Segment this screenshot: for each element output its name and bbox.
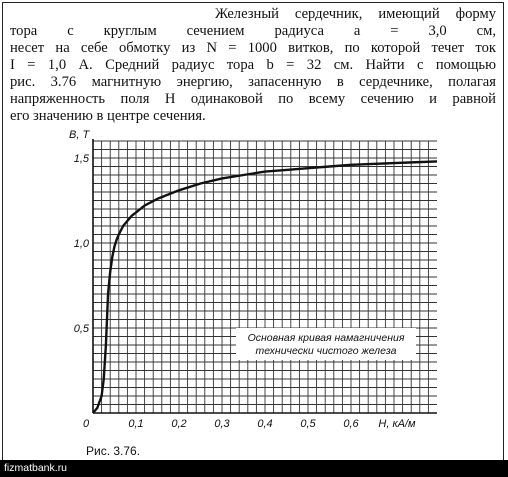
- annotation-line: Основная кривая намагничения: [247, 332, 405, 344]
- footer-bar: [0, 460, 508, 477]
- x-tick-label: 0,6: [343, 418, 359, 430]
- watermark: fizmatbank.ru: [4, 462, 68, 474]
- annotation-line: технически чистого железа: [255, 345, 397, 357]
- problem-line: тора с круглым сечением радиуса a = 3,0 см,: [10, 23, 496, 39]
- x-axis-label: H, кА/м: [378, 418, 416, 430]
- chart-grid: [93, 141, 437, 413]
- problem-line: рис. 3.76 магнитную энергию, запасенную в сердечнике, полагая: [10, 74, 496, 90]
- chart-annotation: [236, 328, 416, 360]
- y-tick-label: 0,5: [73, 323, 89, 335]
- x-tick-label: 0,1: [128, 418, 144, 430]
- problem-line: I = 1,0 А. Средний радиус тора b = 32 см. Найти с помощью: [10, 57, 496, 73]
- problem-line: его значению в центре сечения.: [10, 108, 206, 124]
- y-tick-label: 1,0: [73, 238, 89, 250]
- figure-caption: Рис. 3.76.: [86, 444, 141, 458]
- problem-line: Железный сердечник, имеющий форму: [215, 6, 496, 22]
- y-tick-label: 1,5: [73, 153, 89, 165]
- problem-line: напряженность поля H одинаковой по всему сечению и равной: [10, 91, 496, 107]
- x-tick-label: 0: [82, 418, 90, 430]
- x-tick-label: 0,3: [214, 418, 230, 430]
- y-axis-label: B, Т: [69, 129, 90, 141]
- problem-line: несет на себе обмотку из N = 1000 витков, по которой течет ток: [10, 40, 496, 56]
- x-tick-label: 0,4: [257, 418, 273, 430]
- x-tick-label: 0,2: [171, 418, 187, 430]
- x-tick-label: 0,5: [300, 418, 316, 430]
